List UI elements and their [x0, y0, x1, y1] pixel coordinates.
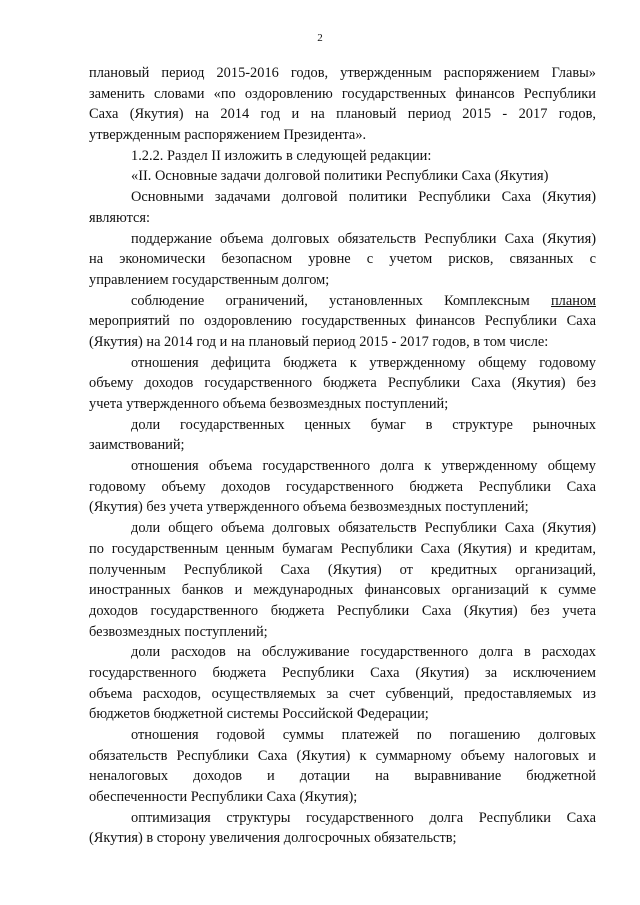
text-line: учета утвержденного объема безвозмездных поступлений;: [89, 396, 449, 412]
text-line: мероприятий по оздоровлению государственных финансов Республики Саха: [89, 313, 596, 330]
page-number: 2: [317, 32, 323, 44]
text-line: отношения объема государственного долга к утвержденному общему: [131, 458, 596, 475]
text-line: являются:: [89, 209, 151, 226]
text-line: поддержание объема долговых обязательств Республики Саха (Якутия): [131, 230, 596, 247]
text-line: объему доходов государственного бюджета Республики Саха (Якутия) без: [89, 375, 596, 392]
text-line: заимствований;: [89, 437, 185, 454]
text-line: по государственным ценным бумагам Республики Саха (Якутия) и кредитам,: [89, 540, 596, 557]
text-line: доли общего объема долговых обязательств Республики Саха (Якутия): [131, 520, 596, 537]
text-line-with-link: [89, 291, 596, 312]
document-body: [89, 63, 596, 849]
text-line: отношения годовой суммы платежей по погашению долговых: [131, 727, 596, 743]
text-line: отношения дефицита бюджета к утвержденному общему годовому: [131, 354, 596, 371]
text-line: доли государственных ценных бумаг в структуре рыночных: [131, 416, 596, 433]
text-line: на экономически безопасном уровне с учетом рисков, связанных с: [89, 251, 596, 268]
text-line: объема расходов, осуществляемых за счет субвенций, предоставляемых из: [89, 685, 596, 702]
section-heading: «II. Основные задачи долговой политики Республики Саха (Якутия): [131, 168, 549, 185]
text-line: государственного бюджета Республики Саха (Якутия) за исключением: [89, 664, 596, 681]
text-line: доли расходов на обслуживание государственного долга в расходах: [131, 644, 596, 661]
text-line: Основными задачами долговой политики Республики Саха (Якутия): [131, 189, 596, 206]
text-line: плановый период 2015-2016 годов, утвержденным распоряжением Главы»: [89, 65, 596, 81]
text-line: (Якутия) в сторону увеличения долгосрочных обязательств;: [89, 830, 457, 847]
text-line: бюджетов бюджетной системы Российской Федерации;: [89, 706, 429, 723]
text-line: безвозмездных поступлений;: [89, 623, 268, 640]
text-segment: соблюдение ограничений, установленных Комплексным: [131, 292, 530, 309]
text-line: управлением государственным долгом;: [89, 271, 330, 288]
text-line: полученным Республикой Саха (Якутия) от кредитных организаций,: [89, 561, 596, 578]
text-line: 1.2.2. Раздел II изложить в следующей редакции:: [131, 147, 432, 164]
text-line: обязательств Республики Саха (Якутия) к суммарному объему налоговых и: [89, 747, 596, 764]
text-line: заменить словами «по оздоровлению государственных финансов Республики: [89, 85, 596, 102]
text-line: иностранных банков и международных финансовых организаций к сумме: [89, 582, 596, 599]
text-line: неналоговых доходов и дотации на выравнивание бюджетной: [89, 768, 596, 785]
text-line: Саха (Якутия) на 2014 год и на плановый период 2015 - 2017 годов,: [89, 106, 596, 123]
text-line: обеспеченности Республики Саха (Якутия);: [89, 789, 358, 806]
text-line: утвержденным распоряжением Президента».: [89, 127, 367, 144]
text-line: (Якутия) без учета утвержденного объема безвозмездных поступлений;: [89, 499, 529, 516]
text-line: доходов государственного бюджета Республики Саха (Якутия) без учета: [89, 602, 596, 619]
text-line: годовому объему доходов государственного бюджета Республики Саха: [89, 478, 596, 495]
plan-link[interactable]: планом: [550, 292, 596, 309]
text-line: (Якутия) на 2014 год и на плановый период 2015 - 2017 годов, в том числе:: [89, 333, 549, 350]
text-line: оптимизация структуры государственного долга Республики Саха: [131, 809, 596, 826]
